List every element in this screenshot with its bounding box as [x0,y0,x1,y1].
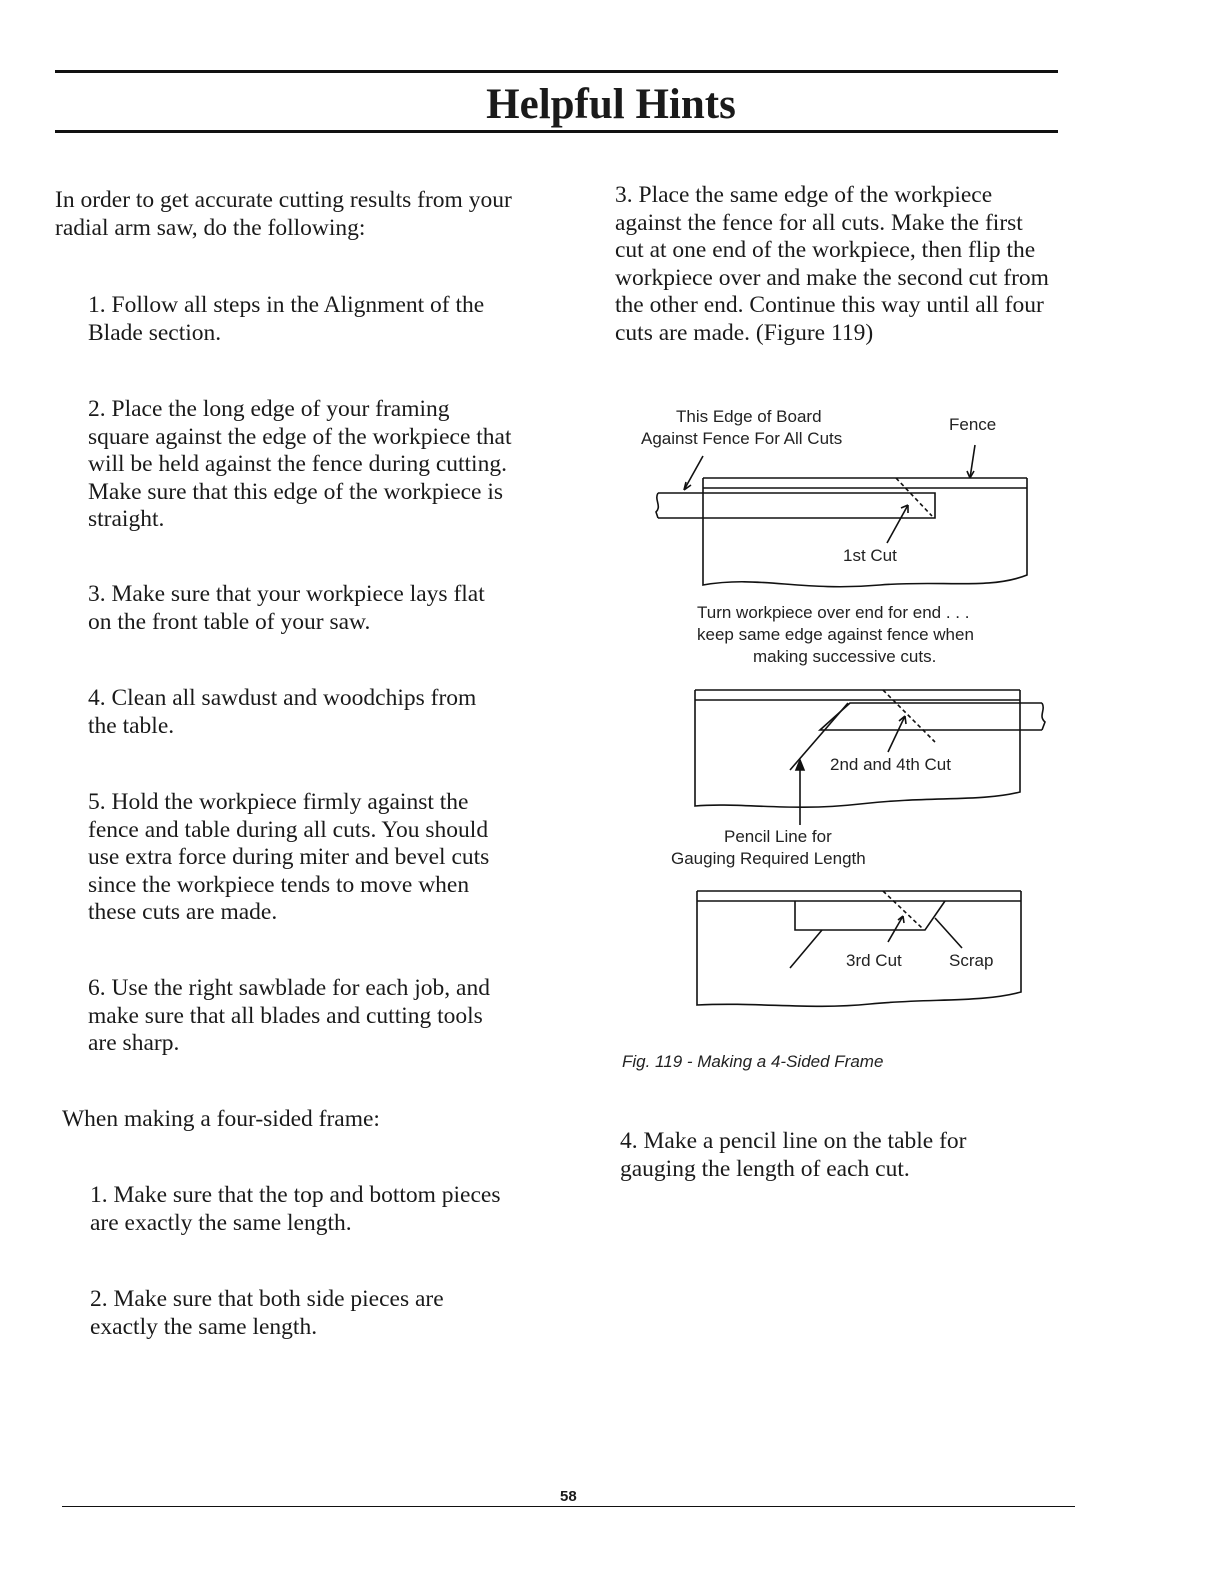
list-item: 1. Follow all steps in the Alignment of the Blade section. [88,292,485,346]
figure-caption: Fig. 119 - Making a 4-Sided Frame [622,1052,884,1071]
list-item: 2. Place the long edge of your framing square against the edge of the workpiece that will be held against the fence during cutting. Make sure that this edge of the workpiece is straight. [88,396,512,532]
label-successive-cuts: making successive cuts. [753,647,937,666]
diagram-third-cut [697,891,1021,1006]
label-gauging-length: Gauging Required Length [671,849,866,868]
label-scrap: Scrap [949,951,994,970]
label-3rd-cut: 3rd Cut [846,951,902,970]
label-turn-workpiece: Turn workpiece over end for end . . . [697,603,970,622]
diagram-first-cut [656,445,1027,587]
label-1st-cut: 1st Cut [843,546,897,565]
list-item: 3. Make sure that your workpiece lays flat on the front table of your saw. [88,581,485,635]
list-item: 5. Hold the workpiece firmly against the fence and table during all cuts. You should use extra force during miter and bevel cuts since the workpiece tends to move when these cuts are made. [88,789,490,925]
step-4-paragraph: 4. Make a pencil line on the table for gauging the length of each cut. [620,1128,967,1182]
list-item: 1. Make sure that the top and bottom pieces are exactly the same length. [90,1182,501,1236]
intro-paragraph: In order to get accurate cutting results from your radial arm saw, do the following: [55,187,512,241]
label-keep-same-edge: keep same edge against fence when [697,625,974,644]
page-title: Helpful Hints [486,81,736,128]
list-item: 2. Make sure that both side pieces are exactly the same length. [90,1286,444,1340]
label-2nd-4th-cut: 2nd and 4th Cut [830,755,951,774]
frame-intro: When making a four-sided frame: [62,1106,380,1132]
list-item: 6. Use the right sawblade for each job, and make sure that all blades and cutting tools are sharp. [88,975,490,1056]
page-number: 58 [560,1488,577,1505]
label-against-fence: Against Fence For All Cuts [641,429,843,448]
footer-rule [62,1506,1075,1507]
label-pencil-line: Pencil Line for [724,827,832,846]
label-edge-of-board: This Edge of Board [676,407,822,426]
label-fence: Fence [949,415,997,434]
step-3-paragraph: 3. Place the same edge of the workpiece against the fence for all cuts. Make the first cut at one end of the workpiece, then flip the workpiece over and make the second cut from the other end. Continue this way until all four cuts are made. (Figure 119) [615,182,1049,346]
list-item: 4. Clean all sawdust and woodchips from the table. [88,685,477,739]
